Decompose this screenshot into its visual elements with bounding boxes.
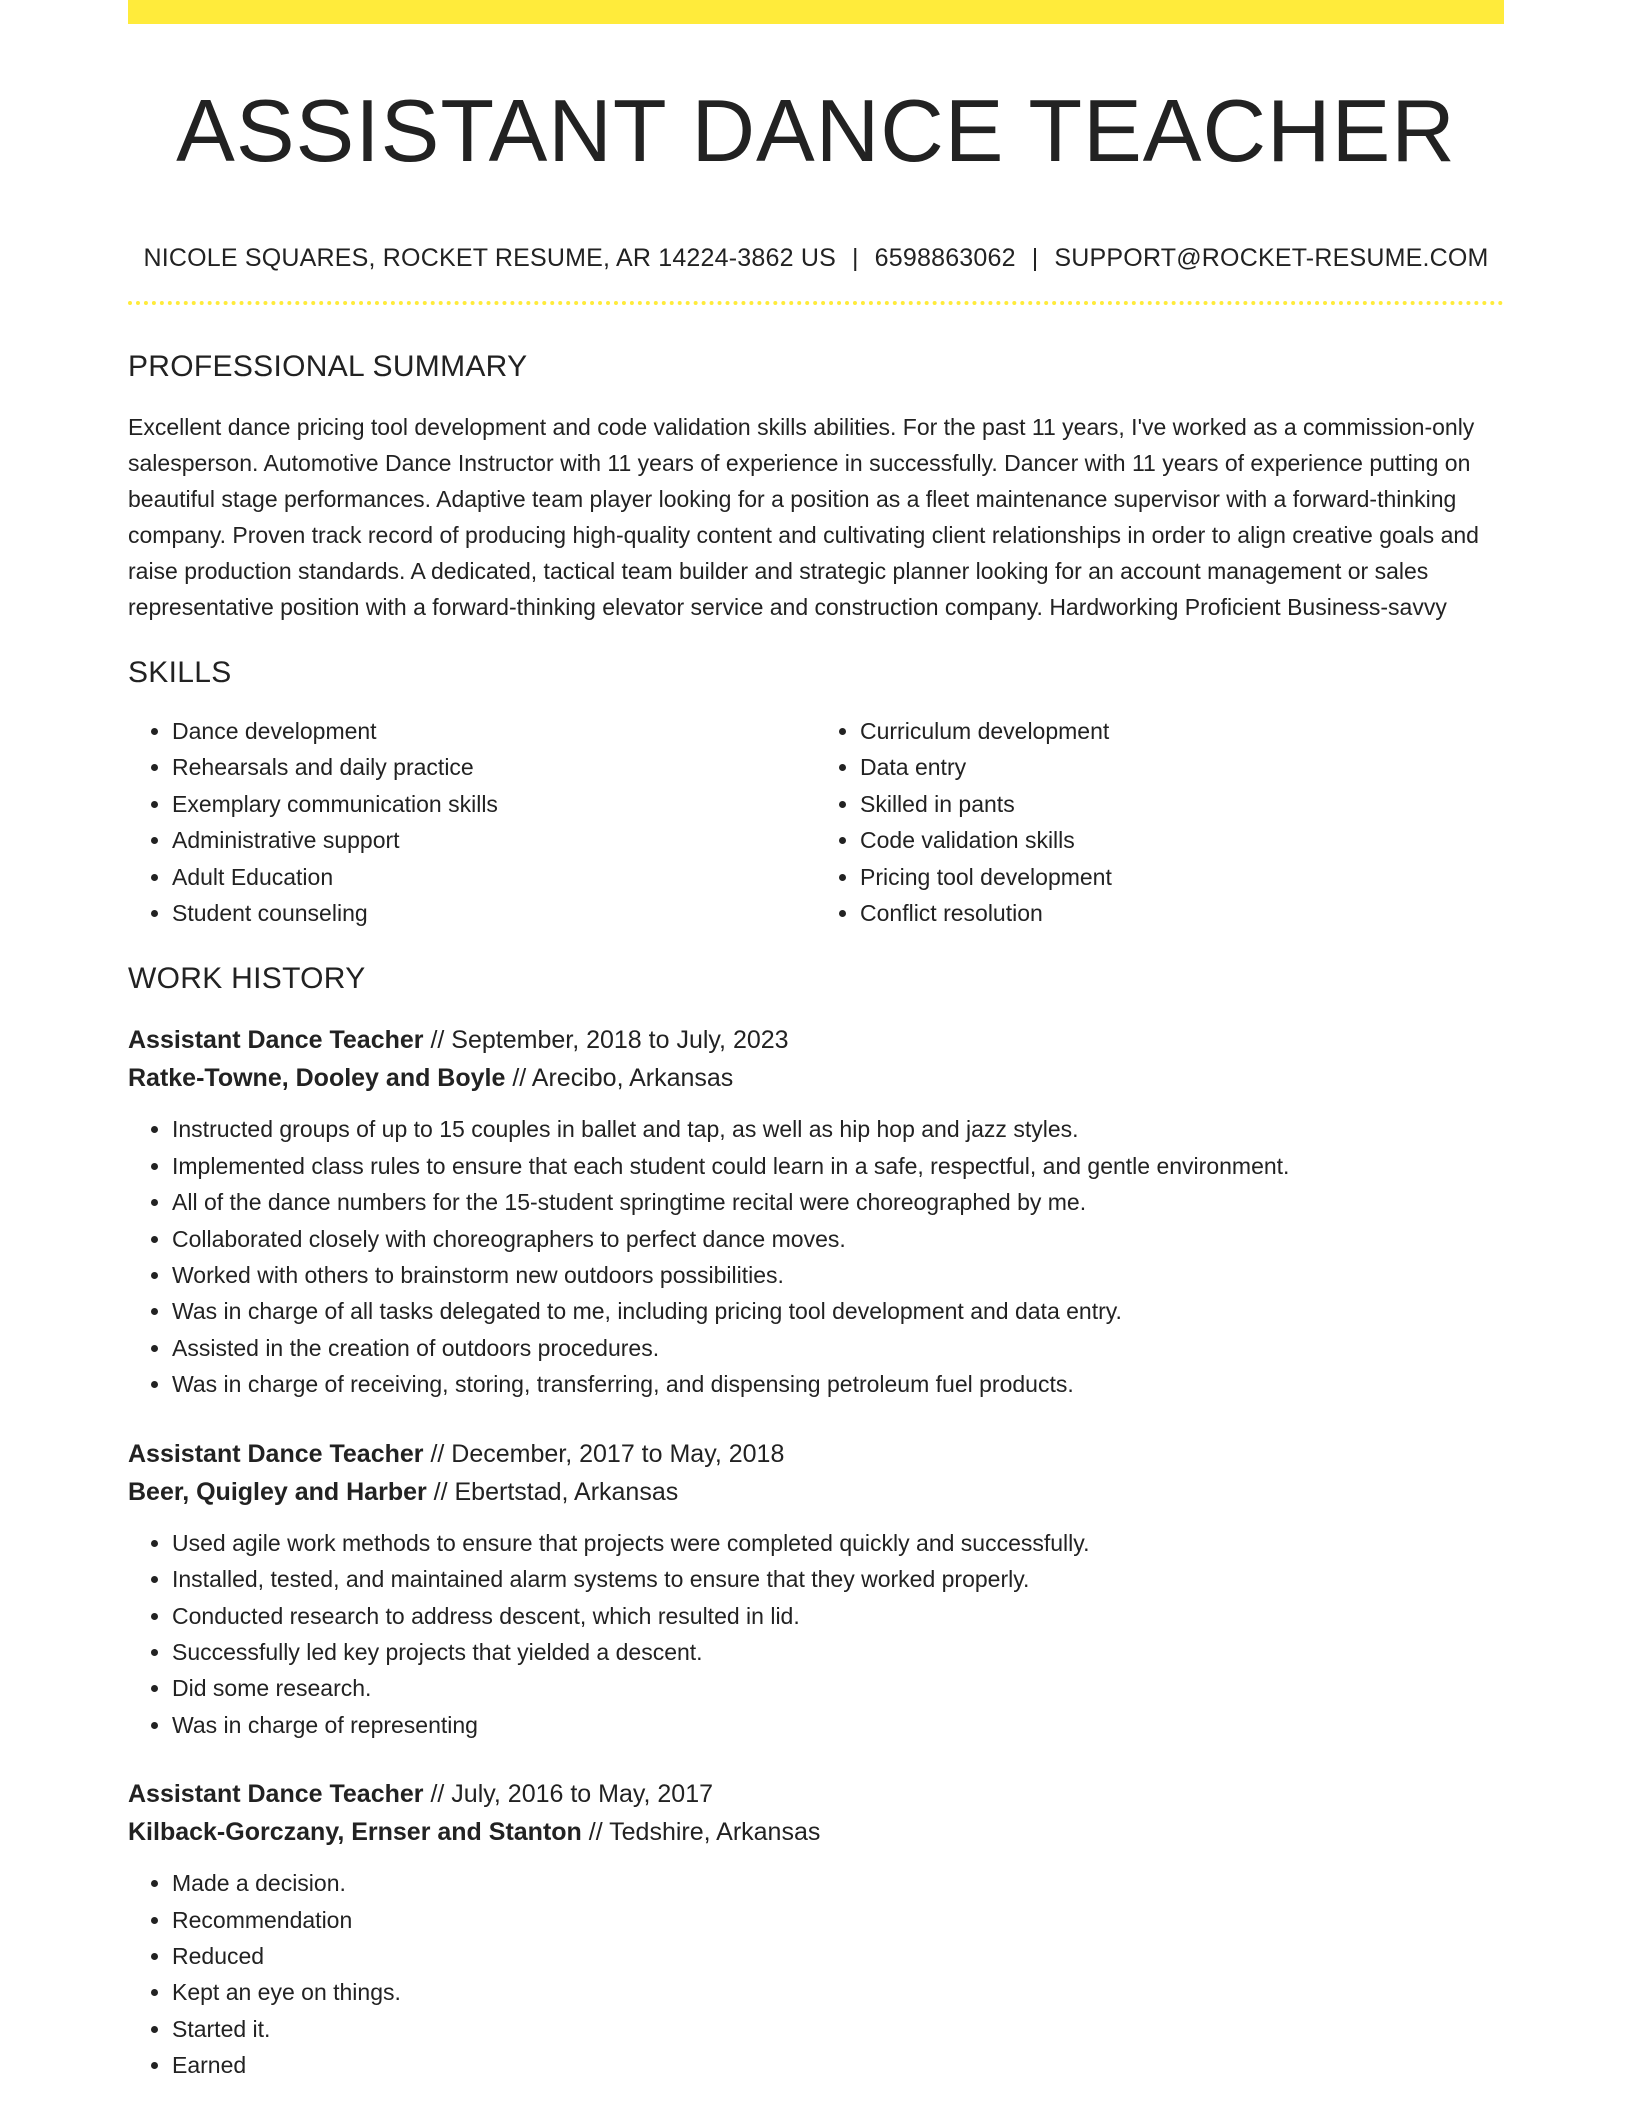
dotted-divider <box>128 301 1504 305</box>
job-company-line <box>128 1473 1504 1511</box>
job-title: Assistant Dance Teacher <box>128 1780 424 1809</box>
skill-item: • Curriculum development <box>860 713 1504 749</box>
job-title: Assistant Dance Teacher <box>128 1439 424 1468</box>
job-entry <box>128 1435 1504 1743</box>
job-title: Assistant Dance Teacher <box>128 1026 424 1055</box>
skills-heading: SKILLS <box>128 656 232 689</box>
job-entry <box>128 1021 1504 1402</box>
top-accent-bar <box>128 0 1504 24</box>
job-title-line <box>128 1435 1504 1473</box>
skill-item: • Code validation skills <box>860 822 1504 858</box>
summary-heading: PROFESSIONAL SUMMARY <box>128 350 528 383</box>
job-title-line <box>128 1775 1504 1813</box>
job-bullet: • Started it. <box>172 2011 1504 2047</box>
contact-phone: 6598863062 <box>874 244 1016 272</box>
skill-item: • Rehearsals and daily practice <box>172 749 816 785</box>
job-bullet: • Conducted research to address descent, which resulted in lid. <box>172 1598 1504 1634</box>
job-bullets <box>128 1525 1504 1743</box>
job-bullet: • Was in charge of representing <box>172 1707 1504 1743</box>
contact-separator: | <box>1031 244 1039 272</box>
contact-line <box>128 243 1504 273</box>
job-dates: // July, 2016 to May, 2017 <box>430 1780 714 1809</box>
skill-item: • Conflict resolution <box>860 895 1504 931</box>
job-bullet: • Collaborated closely with choreographers to perfect dance moves. <box>172 1221 1504 1257</box>
job-bullet: • All of the dance numbers for the 15-student springtime recital were choreographed by me. <box>172 1184 1504 1220</box>
skill-item: • Adult Education <box>172 859 816 895</box>
job-company: Beer, Quigley and Harber <box>128 1477 427 1506</box>
job-entry <box>128 1775 1504 2083</box>
contact-email: SUPPORT@ROCKET-RESUME.COM <box>1054 244 1489 272</box>
skill-item: • Exemplary communication skills <box>172 786 816 822</box>
job-bullet: • Assisted in the creation of outdoors procedures. <box>172 1330 1504 1366</box>
resume-page <box>128 0 1504 2084</box>
job-bullets <box>128 1865 1504 2083</box>
job-bullet: • Implemented class rules to ensure that each student could learn in a safe, respectful, and gentle environment. <box>172 1148 1504 1184</box>
job-bullet: • Kept an eye on things. <box>172 1974 1504 2010</box>
job-bullet: • Made a decision. <box>172 1865 1504 1901</box>
contact-address: NICOLE SQUARES, ROCKET RESUME, AR 14224-3862 US <box>143 244 836 272</box>
job-bullets <box>128 1111 1504 1402</box>
job-company-line <box>128 1813 1504 1851</box>
job-bullet: • Successfully led key projects that yielded a descent. <box>172 1634 1504 1670</box>
job-bullet: • Was in charge of all tasks delegated to me, including pricing tool development and data entry. <box>172 1293 1504 1329</box>
job-bullet: • Instructed groups of up to 15 couples in ballet and tap, as well as hip hop and jazz styles. <box>172 1111 1504 1147</box>
job-bullet: • Used agile work methods to ensure that projects were completed quickly and successfully. <box>172 1525 1504 1561</box>
skills-grid <box>128 713 1504 931</box>
job-bullet: • Did some research. <box>172 1670 1504 1706</box>
job-bullet: • Earned <box>172 2047 1504 2083</box>
job-company: Ratke-Towne, Dooley and Boyle <box>128 1064 506 1093</box>
job-location: // Arecibo, Arkansas <box>512 1064 734 1093</box>
page-title: ASSISTANT DANCE TEACHER <box>176 81 1456 180</box>
job-dates: // December, 2017 to May, 2018 <box>430 1439 785 1468</box>
work-history-heading: WORK HISTORY <box>128 962 366 996</box>
job-title-line <box>128 1021 1504 1059</box>
skill-item: • Data entry <box>860 749 1504 785</box>
contact-separator: | <box>851 244 859 272</box>
skill-item: • Administrative support <box>172 822 816 858</box>
job-bullet: • Reduced <box>172 1938 1504 1974</box>
job-company-line <box>128 1059 1504 1097</box>
job-dates: // September, 2018 to July, 2023 <box>430 1026 789 1055</box>
skill-item: • Dance development <box>172 713 816 749</box>
job-bullet: • Was in charge of receiving, storing, transferring, and dispensing petroleum fuel products. <box>172 1366 1504 1402</box>
job-bullet: • Worked with others to brainstorm new outdoors possibilities. <box>172 1257 1504 1293</box>
skills-column-left <box>128 713 816 931</box>
skill-item: • Skilled in pants <box>860 786 1504 822</box>
skill-item: • Pricing tool development <box>860 859 1504 895</box>
job-location: // Ebertstad, Arkansas <box>433 1477 679 1506</box>
job-location: // Tedshire, Arkansas <box>588 1818 821 1847</box>
skills-column-right <box>816 713 1504 931</box>
job-bullet: • Installed, tested, and maintained alarm systems to ensure that they worked properly. <box>172 1561 1504 1597</box>
skill-item: • Student counseling <box>172 895 816 931</box>
job-bullet: • Recommendation <box>172 1902 1504 1938</box>
summary-text: Excellent dance pricing tool development and code validation skills abilities. For the past 11 years, I've worked as a commission-only salesperson. Automotive Dance Instructor with 11 years of experience in successfully. Dancer with 11 years of experience putting on beautiful stage performances. Adaptive team player looking for a position as a fleet maintenance supervisor with a forward-thinking company. Proven track record of producing high-quality content and cultivating client relationships in order to align creative goals and raise production standards. A dedicated, tactical team builder and strategic planner looking for an account management or sales representative position with a forward-thinking elevator service and construction company. Hardworking Proficient Business-savvy <box>128 414 1479 620</box>
job-company: Kilback-Gorczany, Ernser and Stanton <box>128 1818 582 1847</box>
